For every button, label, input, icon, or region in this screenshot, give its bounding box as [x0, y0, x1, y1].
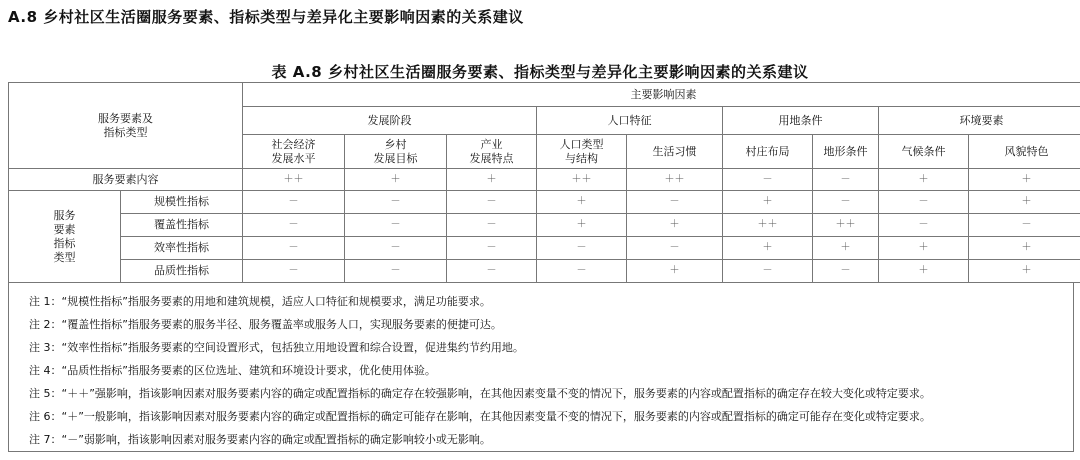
table-cell: ＋ [537, 191, 627, 214]
table-cell: ＋ [969, 260, 1080, 283]
table-cell: － [345, 191, 447, 214]
column-header-label: 村庄布局 [745, 144, 790, 158]
table-row-indicator [9, 191, 1080, 214]
row-label: 效率性指标 [121, 237, 243, 260]
table-cell: － [879, 214, 969, 237]
column-header [345, 135, 447, 169]
table-cell: ＋ [345, 169, 447, 191]
table-cell: ＋ [879, 260, 969, 283]
group-header-environment: 环境要素 [879, 107, 1080, 135]
table-cell: － [447, 214, 537, 237]
table-cell: ＋ [879, 237, 969, 260]
column-header-label: 产业 发展特点 [469, 137, 514, 165]
table-cell: ＋ [723, 237, 813, 260]
corner-label: 服务要素及 指标类型 [98, 111, 153, 139]
note-2: 注 2：“覆盖性指标”指服务要素的服务半径、服务覆盖率或服务人口，实现服务要素的便捷可达。 [29, 318, 502, 331]
column-header [537, 135, 627, 169]
table-cell: － [447, 260, 537, 283]
column-header-label: 生活习惯 [652, 144, 697, 158]
table-cell: － [723, 260, 813, 283]
row-label: 服务要素内容 [9, 169, 243, 191]
table-cell: ＋ [537, 214, 627, 237]
column-header [447, 135, 537, 169]
column-header [627, 135, 723, 169]
column-header-label: 地形条件 [823, 144, 868, 158]
table-cell: － [243, 191, 345, 214]
indicator-group-label [9, 191, 121, 283]
notes-box [8, 282, 1074, 452]
section-title: A.8 乡村社区生活圈服务要素、指标类型与差异化主要影响因素的关系建议 [8, 8, 524, 26]
table-cell: ＋＋ [723, 214, 813, 237]
table-cell: － [243, 214, 345, 237]
relation-table [8, 82, 1080, 283]
table-cell: － [813, 191, 879, 214]
note-5: 注 5：“＋＋”强影响，指该影响因素对服务要素内容的确定或配置指标的确定存在较强影响，在其他因素变量不变的情况下，服务要素的内容或配置指标的确定存在较大变化或特定要求。 [29, 387, 931, 400]
table-cell: ＋ [723, 191, 813, 214]
table-cell: － [447, 237, 537, 260]
table-cell: ＋＋ [813, 214, 879, 237]
table-cell: － [723, 169, 813, 191]
column-header [813, 135, 879, 169]
table-cell: ＋ [813, 237, 879, 260]
group-header-development: 发展阶段 [243, 107, 537, 135]
table-cell: － [813, 260, 879, 283]
note-3: 注 3：“效率性指标”指服务要素的空间设置形式，包括独立用地设置和综合设置，促进集约节约用地。 [29, 341, 524, 354]
row-label: 覆盖性指标 [121, 214, 243, 237]
column-header-label: 风貌特色 [1004, 144, 1049, 158]
table-cell: ＋ [879, 169, 969, 191]
column-header-label: 乡村 发展目标 [373, 137, 418, 165]
note-6: 注 6：“＋”一般影响，指该影响因素对服务要素内容的确定或配置指标的确定可能存在影响，在其他因素变量不变的情况下，服务要素的内容或配置指标的确定可能存在变化或特定要求。 [29, 410, 931, 423]
table-cell: － [627, 237, 723, 260]
table-cell: － [243, 237, 345, 260]
table-cell: － [537, 260, 627, 283]
table-cell: ＋ [447, 169, 537, 191]
main-factors-header: 主要影响因素 [243, 83, 1080, 107]
note-7: 注 7：“－”弱影响，指该影响因素对服务要素内容的确定或配置指标的确定影响较小或无影响。 [29, 433, 491, 446]
table-row-indicator [9, 214, 1080, 237]
table-cell: － [537, 237, 627, 260]
table-cell: － [243, 260, 345, 283]
table-cell: ＋＋ [243, 169, 345, 191]
table-cell: ＋＋ [627, 169, 723, 191]
table-cell: － [627, 191, 723, 214]
table-cell: ＋ [627, 214, 723, 237]
note-4: 注 4：“品质性指标”指服务要素的区位选址、建筑和环境设计要求，优化使用体验。 [29, 364, 436, 377]
table-cell: － [345, 260, 447, 283]
table-cell: ＋＋ [537, 169, 627, 191]
table-cell: － [879, 191, 969, 214]
table-cell: ＋ [969, 191, 1080, 214]
table-cell: － [345, 214, 447, 237]
column-header [879, 135, 969, 169]
table-row-indicator [9, 260, 1080, 283]
column-header-label: 人口类型 与结构 [559, 137, 604, 165]
table-cell: ＋ [627, 260, 723, 283]
table-cell: － [813, 169, 879, 191]
note-1: 注 1：“规模性指标”指服务要素的用地和建筑规模，适应人口特征和规模要求，满足功能要求。 [29, 295, 491, 308]
column-header [243, 135, 345, 169]
group-header-population: 人口特征 [537, 107, 723, 135]
column-header-label: 气候条件 [901, 144, 946, 158]
corner-header [9, 83, 243, 169]
column-header [723, 135, 813, 169]
column-header-label: 社会经济 发展水平 [271, 137, 316, 165]
table-row-indicator [9, 237, 1080, 260]
row-label: 规模性指标 [121, 191, 243, 214]
table-cell: － [969, 214, 1080, 237]
table-cell: － [345, 237, 447, 260]
table-cell: － [447, 191, 537, 214]
group-header-land: 用地条件 [723, 107, 879, 135]
table-caption: 表 A.8 乡村社区生活圈服务要素、指标类型与差异化主要影响因素的关系建议 [271, 63, 809, 81]
indicator-group-text: 服务 要素 指标 类型 [53, 208, 76, 264]
table-cell: ＋ [969, 169, 1080, 191]
column-header [969, 135, 1080, 169]
row-label: 品质性指标 [121, 260, 243, 283]
table-row-content [9, 169, 1080, 191]
table-cell: ＋ [969, 237, 1080, 260]
